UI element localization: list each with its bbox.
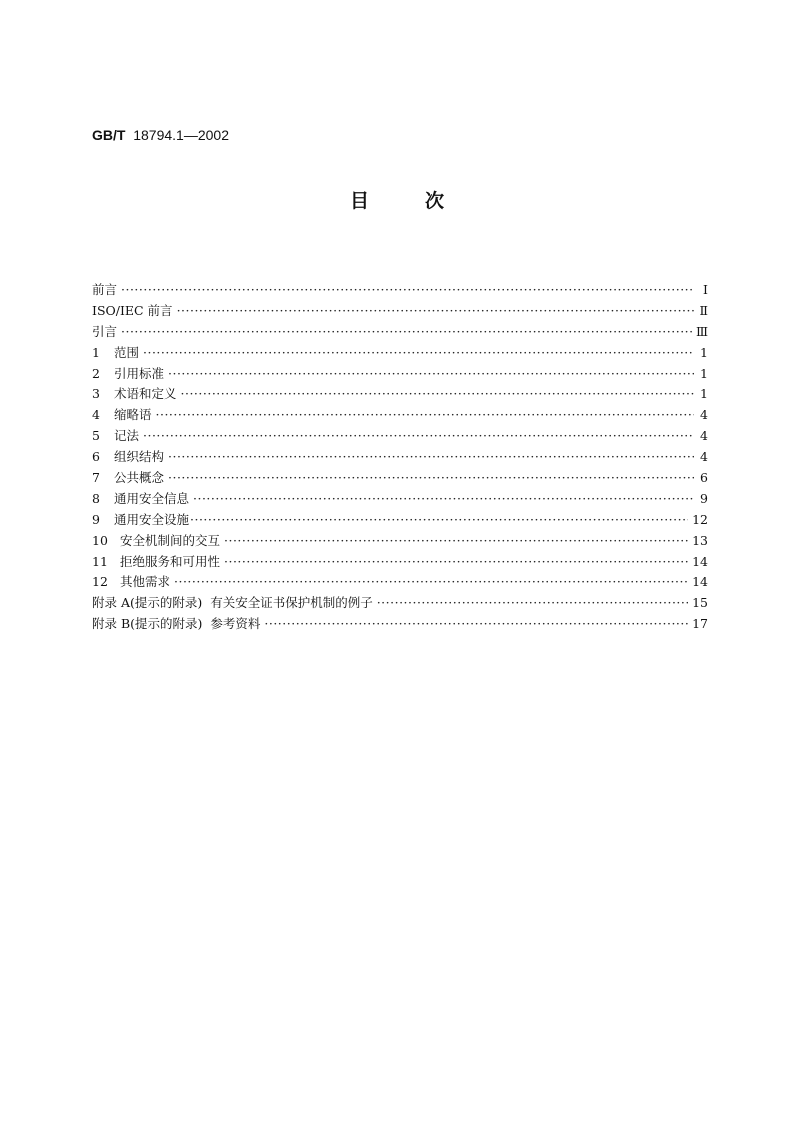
toc-entry-annex-b[interactable] [92, 614, 708, 635]
page-title [0, 186, 794, 213]
toc-leader-dots [224, 552, 688, 573]
toc-entry-10[interactable] [92, 531, 708, 552]
toc-leader-dots [168, 468, 694, 489]
toc-entry-number: 11 [92, 553, 108, 569]
title-char-1: 目 [349, 190, 369, 212]
table-of-contents [92, 280, 708, 635]
toc-entry-label: 组织结构 [114, 449, 165, 465]
toc-leader-dots [168, 364, 694, 385]
title-char-2: 次 [425, 190, 445, 212]
toc-entry-page: 9 [700, 490, 708, 506]
standard-number: 18794.1—2002 [133, 127, 229, 143]
toc-entry-3[interactable] [92, 384, 708, 405]
toc-entry-12[interactable] [92, 572, 708, 593]
toc-entry-introduction[interactable] [92, 322, 708, 343]
toc-leader-dots [121, 280, 694, 301]
toc-entry-number: 10 [92, 532, 108, 548]
toc-entry-number: 7 [92, 470, 100, 485]
toc-entry-number: 6 [92, 449, 100, 465]
toc-leader-dots [174, 572, 688, 593]
standard-code [92, 127, 229, 143]
toc-entry-label: 缩略语 [114, 407, 152, 423]
toc-leader-dots [156, 405, 694, 426]
toc-entry-label: 通用安全信息 [114, 490, 190, 506]
toc-entry-annex-a[interactable] [92, 593, 708, 614]
toc-entry-4[interactable] [92, 405, 708, 426]
toc-entry-number: 1 [92, 344, 100, 360]
toc-entry-6[interactable] [92, 447, 708, 468]
toc-entry-label: 引言 [92, 323, 118, 339]
toc-entry-page: 1 [700, 365, 708, 381]
toc-leader-dots [121, 322, 692, 343]
toc-entry-page: 15 [692, 595, 708, 611]
toc-leader-dots [264, 614, 688, 635]
toc-entry-page: 4 [700, 407, 708, 423]
toc-entry-label: 安全机制间的交互 [120, 532, 221, 548]
toc-entry-page: 1 [700, 386, 708, 402]
toc-entry-label: 附录 B(提示的附录) 参考资料 [92, 616, 261, 632]
toc-entry-label: 范围 [114, 344, 140, 360]
toc-entry-page: 12 [692, 511, 708, 527]
toc-entry-label: 记法 [114, 428, 140, 444]
toc-entry-page: 1 [700, 344, 708, 360]
toc-entry-number: 5 [92, 428, 100, 444]
toc-entry-page: 6 [700, 470, 708, 485]
toc-entry-label: 公共概念 [114, 470, 165, 485]
toc-leader-dots [224, 531, 688, 552]
toc-entry-page: Ⅰ [703, 281, 708, 297]
toc-entry-number: 12 [92, 574, 108, 590]
toc-leader-dots [377, 593, 688, 614]
toc-entry-11[interactable] [92, 552, 708, 573]
toc-entry-label: 前言 [92, 281, 118, 297]
toc-entry-label: 通用安全设施 [114, 511, 190, 527]
toc-entry-number: 3 [92, 386, 100, 402]
toc-leader-dots [181, 384, 694, 405]
toc-entry-page: 14 [692, 553, 708, 569]
toc-entry-label: 其他需求 [120, 574, 171, 590]
toc-entry-5[interactable] [92, 426, 708, 447]
toc-entry-number: 4 [92, 407, 100, 423]
toc-entry-7[interactable] [92, 468, 708, 489]
toc-entry-label: 引用标准 [114, 365, 165, 381]
toc-leader-dots [190, 510, 688, 531]
toc-entry-page: Ⅱ [699, 302, 708, 318]
toc-entry-label: ISO/IEC 前言 [92, 302, 173, 318]
toc-entry-number: 2 [92, 365, 100, 381]
toc-entry-number: 8 [92, 490, 100, 506]
toc-leader-dots [143, 426, 694, 447]
toc-leader-dots [143, 343, 694, 364]
toc-entry-9[interactable] [92, 510, 708, 531]
toc-leader-dots [177, 301, 694, 322]
toc-entry-8[interactable] [92, 489, 708, 510]
toc-entry-1[interactable] [92, 343, 708, 364]
toc-leader-dots [193, 489, 694, 510]
toc-entry-label: 拒绝服务和可用性 [120, 553, 221, 569]
toc-entry-label: 附录 A(提示的附录) 有关安全证书保护机制的例子 [92, 595, 373, 611]
toc-entry-label: 术语和定义 [114, 386, 177, 402]
toc-entry-number: 9 [92, 511, 100, 527]
toc-leader-dots [168, 447, 694, 468]
toc-entry-page: 17 [692, 616, 708, 632]
toc-entry-page: 4 [700, 428, 708, 444]
toc-entry-page: 4 [700, 449, 708, 465]
toc-entry-iso-foreword[interactable] [92, 301, 708, 322]
toc-entry-page: 13 [692, 532, 708, 548]
toc-entry-foreword[interactable] [92, 280, 708, 301]
toc-entry-page: 14 [692, 574, 708, 590]
toc-entry-page: Ⅲ [695, 323, 708, 339]
toc-entry-2[interactable] [92, 364, 708, 385]
standard-prefix: GB/T [92, 127, 126, 143]
